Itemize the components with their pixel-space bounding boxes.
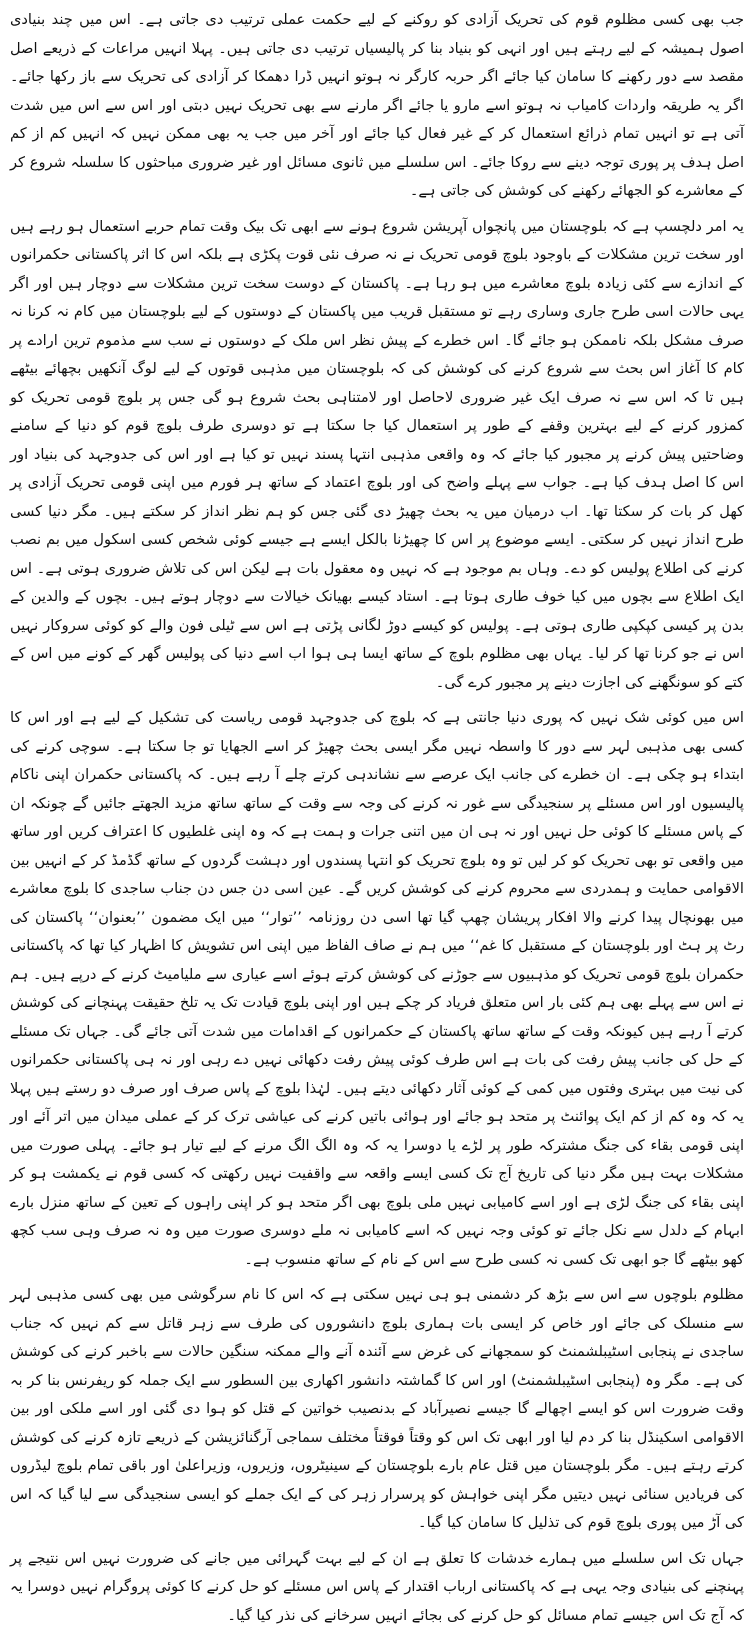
article-paragraph-3: اس میں کوئی شک نہیں کہ پوری دنیا جانتی ہے کہ بلوچ کی جدوجہد قومی ریاست کی تشکیل کے لیے ہے اور اس کا کسی بھی مذہبی لہر سے دور کا واسطہ نہیں مگر ایسی بحث چھیڑ کر اسے الجھایا تو جا سکتا ہے۔ سوچی کرنے کی ابتداء ہو چکی ہے۔ ان خطرے کی جانب ایک عرصے سے نشاندہی کرتے چلے آ رہے ہیں۔ کہ پاکستانی حکمران اپنی ناکام پالیسیوں اور اس مسئلے پر سنجیدگی سے غور نہ کرنے کی وجہ سے وقت کے ساتھ ساتھ مزید الجھتے جائیں گے چونکہ ان کے پاس مسئلے کا کوئی حل نہیں اور نہ ہی ان میں اتنی جرات و ہمت ہے کہ وہ اپنی غلطیوں کا اعتراف کریں اور ساتھ میں واقعی تو بھی تحریک کو کر لیں تو وہ بلوچ تحریک کو انتہا پسندوں اور دہشت گردوں کے ساتھ گڈمڈ کر کے انہیں بین الاقوامی حمایت و ہمدردی سے محروم کرنے کی کوشش کریں گے۔ عین اسی دن جس دن جناب ساجدی کا بلوچ معاشرے میں بھونچال پیدا کرنے والا افکار پریشان چھپ گیا تھا اسی دن روزنامہ ’’توار‘‘ میں ایک مضمون ’’بعنوان‘‘ پاکستان کی رٹ پر ہٹ اور بلوچستان کے مستقبل کا غم‘‘ میں ہم نے صاف الفاظ میں اپنی اس تشویش کا اظہار کیا تھا کہ پاکستانی حکمران بلوچ قومی تحریک کو مذہبیوں سے جوڑنے کی کوشش کرتے ہوئے اسے عیاری سے ملیامیٹ کرنے کے درپے ہیں۔ ہم نے اس سے پہلے بھی ہم کئی بار اس متعلق فریاد کر چکے ہیں اور اپنی بلوچ قیادت تک یہ تلخ حقیقت پہنچانے کی کوشش کرتے آ رہے ہیں کیونکہ وقت کے ساتھ ساتھ پاکستان کے حکمرانوں کے اقدامات میں شدت آتی جائے گی۔ جہاں تک مسئلے کے حل کی جانب پیش رفت کی بات ہے اس طرف کوئی پیش رفت دکھائی نہیں دے رہی اور نہ ہی پاکستانی حکمرانوں کی نیت میں بہتری وفتوں میں کمی کے کوئی آثار دکھائی دیتے ہیں۔ لہٰذا بلوچ کے پاس صرف اور صرف دو رستے ہیں پہلا یہ کہ وہ کم از کم ایک پوائنٹ پر متحد ہو جائے اور ہوائی باتیں کرنے کی عیاشی ترک کر کے عملی میدان میں اتر آئے اور اپنی قومی بقاء کی جنگ مشترکہ طور پر لڑے یا دوسرا یہ کہ وہ الگ الگ مرنے کے لیے تیار ہو جائے۔ پہلی صورت میں مشکلات بہت ہیں مگر دنیا کی تاریخ آج تک کسی ایسے واقعہ سے واقفیت نہیں رکھتی کہ کسی قوم نے یکمشت ہو کر اپنی بقاء کی جنگ لڑی ہے اور اسے کامیابی نہیں ملی بلوچ بھی اگر متحد ہو کر اپنی راہوں کے تعین کے ساتھ منزل بارے ابہام کے دلدل سے نکل جائے تو کوئی وجہ نہیں کہ اسے کامیابی نہ ملے دوسری صورت میں وہ نہ صرف وہی سب کچھ کھو بیٹھے گا جو ابھی تک کسی نہ کسی طرح سے اس کے نام کے ساتھ منسوب ہے۔ bbox=[10, 704, 744, 1274]
article-paragraph-4: مظلوم بلوچوں سے اس سے بڑھ کر دشمنی ہو ہی نہیں سکتی ہے کہ اس کا نام سرگوشی میں بھی کسی مذہبی لہر سے منسلک کی جائے اور خاص کر ایسی بات ہماری بلوچ دانشوروں کی طرف سے زہر قاتل سے کم نہیں کہ جناب ساجدی نے پنجابی اسٹیبلشمنٹ کو سمجھانے کی غرض سے آئندہ آنے والے ممکنہ سنگین حالات سے باخبر کرنے کی کوشش کی ہے۔ مگر وہ (پنجابی اسٹیبلشمنٹ) اور اس کا گماشتہ دانشور اکھاری بین السطور سے ایک جملہ کو ریفرنس بنا کر بہ وقت ضرورت اس کو ایسے اچھالے گا جیسے نصیرآباد کے بدنصیب خواتین کے قتل کو ہوا دی گئی اور اسے ملکی اور بین الاقوامی اسکینڈل بنا کر دم لیا اور ابھی تک اس کو وقتاً فوقتاً مختلف سماجی آرگنائزیشن کے ذریعے تازہ کرنے کی کوشش کرتے رہتے ہیں۔ مگر بلوچستان میں قتل عام بارے بلوچستان کے سینیٹروں، وزیروں، وزیراعلیٰ اور باقی تمام بلوچ لیڈروں کی فریادیں سنائی نہیں دیتیں مگر اپنی خواہش کو پرسرار زہر کی کے ایک جملے کو ایسی سنجیدگی سے لیا گیا کہ اس کی آڑ میں پوری بلوچ قوم کی تذلیل کا سامان کیا گیا۔ bbox=[10, 1281, 744, 1538]
article-paragraph-5: جہاں تک اس سلسلے میں ہمارے خدشات کا تعلق ہے ان کے لیے بہت گہرائی میں جانے کی ضرورت نہیں اس نتیجے پر پہنچنے کی بنیادی وجہ یہی ہے کہ پاکستانی ارباب اقتدار کے پاس اس مسئلے کو حل کرنے کا کوئی پروگرام نہیں دوسرا یہ کہ آج تک اس جیسے تمام مسائل کو حل کرنے کی بجائے انہیں سرخانے کی نذر کیا گیا۔ bbox=[10, 1545, 744, 1630]
article-paragraph-2: یہ امر دلچسپ ہے کہ بلوچستان میں پانچواں آپریشن شروع ہونے سے ابھی تک بیک وقت تمام حربے استعمال ہو رہے ہیں اور سخت ترین مشکلات کے باوجود بلوچ قومی تحریک نے نہ صرف نئی قوت پکڑی ہے بلکہ اس کا اثر پاکستانی حکمرانوں کے اندازے سے کئی زیادہ بلوچ معاشرے میں ہو رہا ہے۔ پاکستان کے دوست سخت ترین مشکلات سے دوچار ہیں اور اگر یہی حالات اسی طرح جاری وساری رہے تو مستقبل قریب میں پاکستان کے دوستوں کے لیے بلوچستان میں کام نہ کرنا نہ صرف مشکل بلکہ ناممکن ہو جائے گا۔ اس خطرے کے پیش نظر اس ملک کے دوستوں نے سب سے مذموم ترین ارادے پر کام کا آغاز اس بحث سے شروع کرنے کی کوشش کی کہ بلوچستان میں مذہبی قوتوں کے لیے لوگ آنکھیں بچھائے بیٹھے ہیں تا کہ اس سے نہ صرف ایک غیر ضروری لاحاصل اور لامتناہی بحث شروع ہو گی جس پر بلوچ قومی تحریک کو کمزور کرنے کے لیے بہترین وقفے کے طور پر استعمال کیا جا سکتا ہے تو دوسری طرف بلوچ قوم کو دنیا کے سامنے وضاحتیں پیش کرنے پر مجبور کیا جائے کہ وہ واقعی مذہبی انتہا پسند نہیں تو کیا ہے اور اس کی جدوجہد کی بنیاد اور اس کا اصل ہدف کیا ہے۔ جواب سے پہلے واضح کی اور بلوچ اعتماد کے ساتھ ہر فورم میں اپنی قومی تحریک آزادی پر کھل کر بات کر سکتا تھا۔ اب درمیان میں یہ بحث چھیڑ دی گئی جس کو ہم نظر انداز کر سکتے ہیں۔ مگر دنیا کسی طرح انداز نہیں کر سکتی۔ ایسے موضوع پر اس کا چھیڑنا بالکل ایسے ہے جیسے کوئی شخص کسی اسکول میں بم نصب کرنے کی اطلاع پولیس کو دے۔ وہاں بم موجود ہے کہ نہیں وہ معقول بات ہے لیکن اس کی تلاش ضروری ہوتی ہے۔ اس ایک اطلاع سے بچوں میں کیا خوف طاری ہوتا ہے۔ استاد کیسے بھیانک خیالات سے دوچار ہوتے ہیں۔ بچوں کے والدین کے بدن پر کیسی کپکپی طاری ہوتی ہے۔ پولیس کو کیسے دوڑ لگانی پڑتی ہے اس سے ٹیلی فون والے کو کوئی سروکار نہیں اس نے جو کرنا تھا کر لیا۔ یہاں بھی مظلوم بلوچ کے ساتھ ایسا ہی ہوا اب اسے دنیا کی پولیس گھر کے کونے میں اس کے کتے کو سونگھنے کی اجازت دینے پر مجبور کرے گی۔ bbox=[10, 213, 744, 698]
article-paragraph-1: جب بھی کسی مظلوم قوم کی تحریک آزادی کو روکنے کے لیے حکمت عملی ترتیب دی جاتی ہے۔ اس میں چند بنیادی اصول ہمیشہ کے لیے رہتے ہیں اور انہی کو بنیاد بنا کر پالیسیاں ترتیب دی جاتی ہیں۔ پہلا انہیں مراعات کے ذریعے اصل مقصد سے دور رکھنے کا سامان کیا جائے اگر حربہ کارگر نہ ہوتو انہیں ڈرا دھمکا کر آزادی کی تحریک سے باز رکھا جائے۔ اگر یہ طریقہ واردات کامیاب نہ ہوتو اسے مارو یا جائے اگر مارنے سے بھی تحریک نہیں دبتی اور اس سے اس میں شدت آتی ہے تو انہیں تمام ذرائع استعمال کر کے غیر فعال کیا جائے اور آخر میں جب یہ بھی ممکن نہیں کہ انہیں کم از کم اصل ہدف پر پوری توجہ دینے سے روکا جائے۔ اس سلسلے میں ثانوی مسائل اور غیر ضروری مباحثوں کا سلسلہ شروع کر کے معاشرے کو الجھائے رکھنے کی کوشش کی جاتی ہے۔ bbox=[10, 6, 744, 206]
